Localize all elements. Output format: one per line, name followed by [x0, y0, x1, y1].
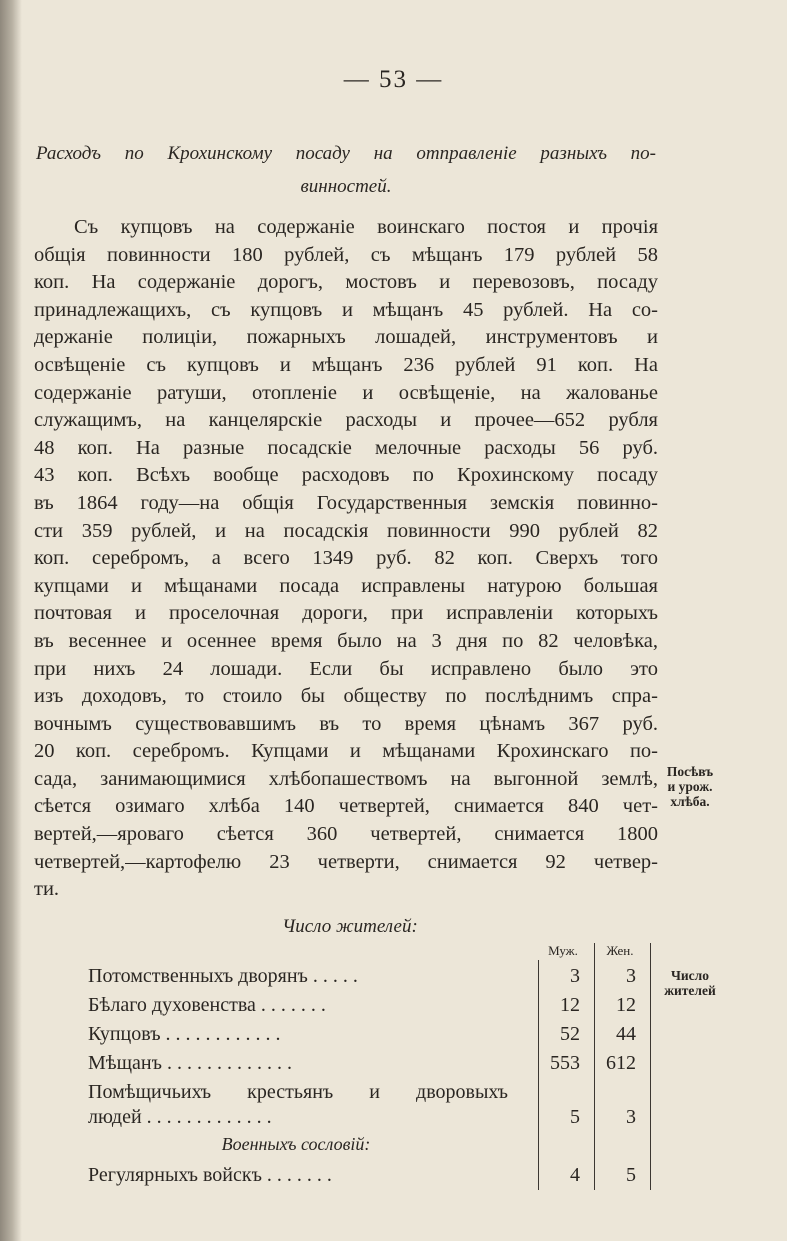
column-header-female: Жен.	[606, 943, 634, 958]
column-header-male: Муж.	[548, 943, 578, 958]
female-count: 12	[616, 994, 636, 1016]
margin-note-line: хлѣба.	[670, 794, 710, 809]
female-count: 3	[626, 965, 636, 987]
text-line: 43 коп. Всѣхъ вообще расходовъ по Крохинскому посаду	[34, 464, 658, 487]
section-heading	[36, 137, 656, 203]
female-count: 3	[626, 1106, 636, 1128]
body-paragraph	[34, 214, 658, 904]
margin-note-line: Число	[670, 968, 709, 983]
text-line: общія повинности 180 рублей, съ мѣщанъ 179 рублей 58	[34, 243, 658, 266]
row-label: Купцовъ . . . . . . . . . . . .	[88, 1023, 281, 1045]
table-row	[88, 961, 658, 991]
text-line: изъ доходовъ, то стоило бы обществу по послѣднимъ спра-	[34, 685, 658, 708]
table-title: Число жителей:	[282, 916, 418, 937]
text-line: сѣется озимаго хлѣба 140 четвертей, снимается 840 чет-	[34, 795, 658, 818]
female-count: 44	[616, 1023, 636, 1045]
row-label: Мѣщанъ . . . . . . . . . . . . .	[88, 1052, 292, 1074]
text-line: четвертей,—картофелю 23 четверти, снимается 92 четвер-	[34, 850, 658, 873]
male-count: 3	[570, 965, 580, 987]
text-line: купцами и мѣщанами посада исправлены натурою большая	[34, 574, 658, 597]
heading-line-1: Расходъ по Крохинскому посаду на отправленіе разныхъ по-	[36, 143, 656, 164]
text-line: принадлежащихъ, съ купцовъ и мѣщанъ 45 рублей. На со-	[34, 298, 658, 321]
row-label: Регулярныхъ войскъ . . . . . . .	[88, 1164, 332, 1186]
margin-note-population	[660, 968, 720, 998]
table-row	[88, 1019, 658, 1049]
text-line: 20 коп. серебромъ. Купцами и мѣщанами Крохинскаго по-	[34, 740, 658, 763]
table-row	[88, 990, 658, 1020]
margin-note-sowing	[660, 764, 720, 809]
margin-note-line: жителей	[664, 983, 716, 998]
text-line: ти.	[34, 878, 60, 901]
male-count: 553	[550, 1052, 580, 1074]
male-count: 4	[570, 1164, 580, 1186]
text-line: въ весеннее и осеннее время было на 3 дня по 82 человѣка,	[34, 629, 658, 652]
text-line: при нихъ 24 лошади. Если бы исправлено было это	[34, 657, 658, 680]
text-line: вертей,—яроваго сѣется 360 четвертей, снимается 1800	[34, 823, 658, 846]
table-row	[88, 1048, 658, 1078]
text-line: вочнымъ существовавшимъ въ то время цѣнамъ 367 руб.	[34, 712, 658, 735]
male-count: 52	[560, 1023, 580, 1045]
page-number: — 53 —	[343, 66, 444, 93]
text-line: сти 359 рублей, и на посадскія повинности 990 рублей 82	[34, 519, 658, 542]
text-line: освѣщеніе съ купцовъ и мѣщанъ 236 рублей 91 коп. На	[34, 353, 658, 376]
row-label: Потомственныхъ дворянъ . . . . .	[88, 965, 358, 987]
female-count: 5	[626, 1164, 636, 1186]
text-line: 48 коп. На разные посадскіе мелочные расходы 56 руб.	[34, 436, 658, 459]
female-count: 612	[606, 1052, 636, 1074]
text-line: почтовая и проселочная дороги, при исправленіи которыхъ	[34, 602, 658, 625]
table-row	[88, 1160, 658, 1190]
table-row	[88, 1102, 658, 1132]
text-line: содержаніе ратуши, отопленіе и освѣщеніе, на жалованье	[34, 381, 658, 404]
text-line: въ 1864 году—на общія Государственныя земскія повинно-	[34, 491, 658, 514]
male-count: 5	[570, 1106, 580, 1128]
text-line: держаніе полиціи, пожарныхъ лошадей, инструментовъ и	[34, 326, 658, 349]
margin-note-line: и урож.	[667, 779, 713, 794]
page-binding-shadow	[0, 0, 22, 1241]
heading-line-2: винностей.	[300, 176, 392, 197]
row-label: Помѣщичьихъ крестьянъ и дворовыхъ	[88, 1081, 508, 1103]
row-label: людей . . . . . . . . . . . . .	[88, 1106, 272, 1128]
text-line: Съ купцовъ на содержаніе воинскаго постоя и прочія	[74, 216, 658, 238]
margin-note-line: Посѣвъ	[666, 764, 714, 779]
text-line: сада, занимающимися хлѣбопашествомъ на выгонной землѣ,	[34, 767, 658, 790]
male-count: 12	[560, 994, 580, 1016]
text-line: служащимъ, на канцелярскіе расходы и прочее—652 рубля	[34, 409, 658, 432]
row-label: Бѣлаго духовенства . . . . . . .	[88, 994, 326, 1016]
table-subheading: Военныхъ сословій:	[221, 1134, 371, 1154]
text-line: коп. серебромъ, а всего 1349 руб. 82 коп. Сверхъ того	[34, 547, 658, 570]
text-line: коп. На содержаніе дорогъ, мостовъ и перевозовъ, посаду	[34, 271, 658, 294]
